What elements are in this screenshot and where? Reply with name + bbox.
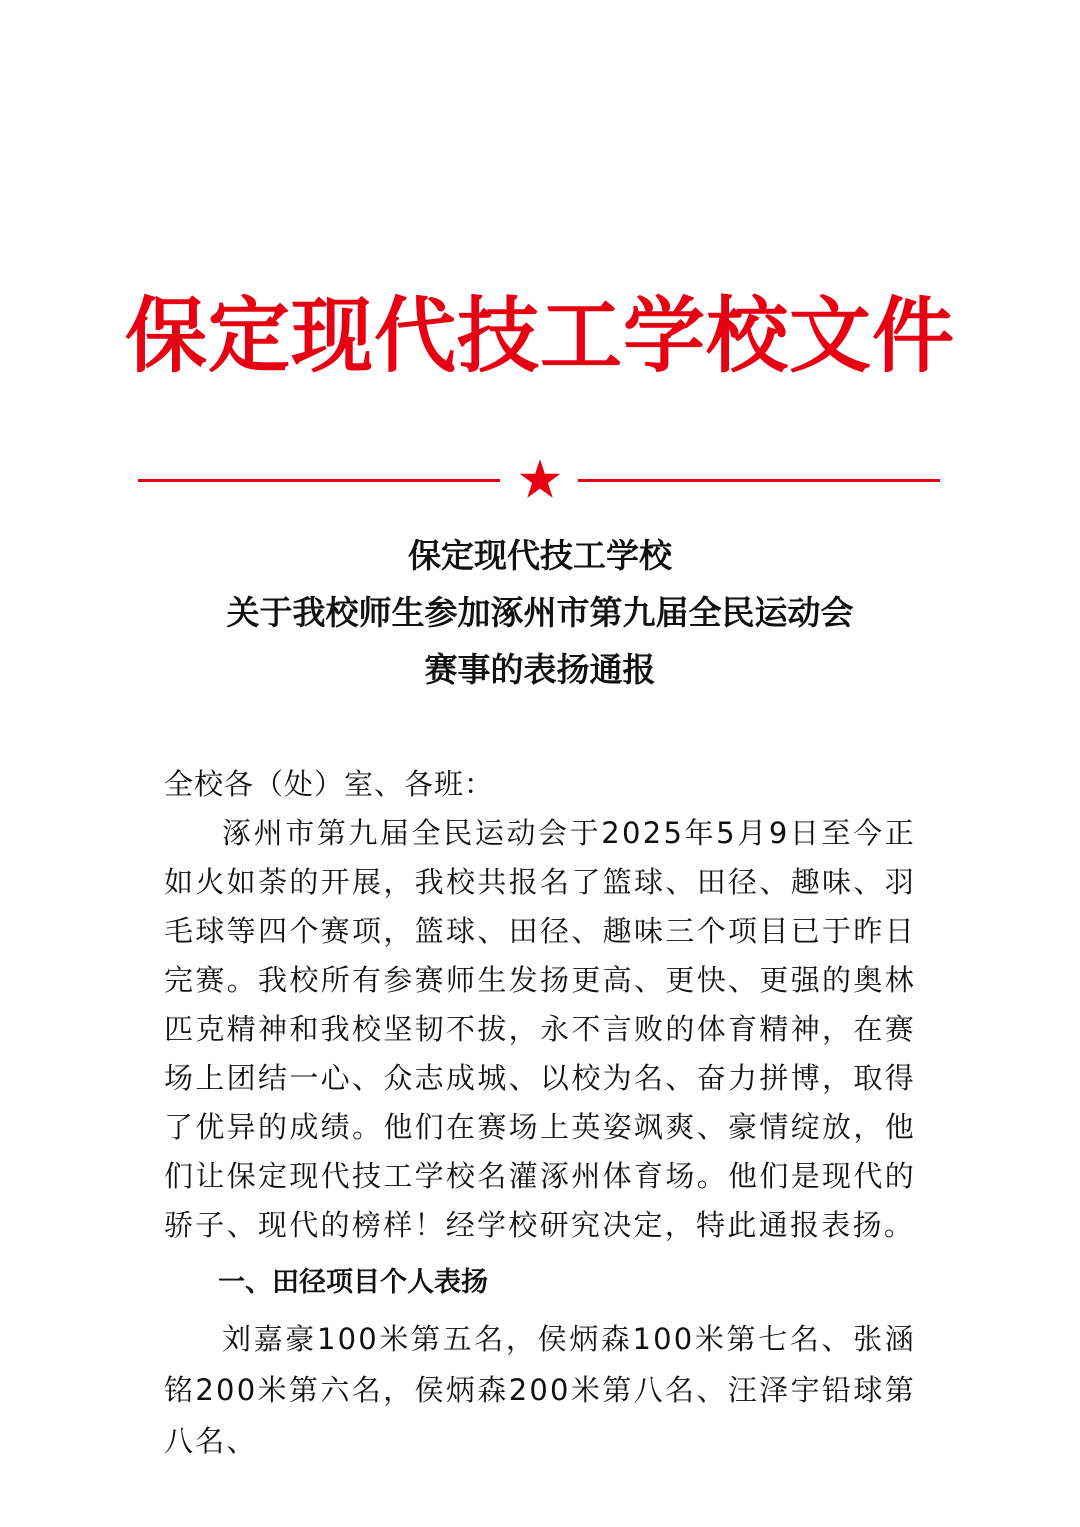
star-icon <box>518 456 562 502</box>
section-heading-1: 一、田径项目个人表扬 <box>218 1267 488 1298</box>
divider-line-left <box>138 479 500 482</box>
document-body <box>164 760 916 1467</box>
section-1-text: 刘嘉豪100米第五名，侯炳森100米第七名、张涵铭200米第六名，侯炳森200米第八名、汪泽宇铅球第八名、 <box>164 1322 916 1458</box>
salutation: 全校各（处）室、各班： <box>164 767 495 801</box>
divider-line-right <box>578 479 940 482</box>
document-title-line-2: 关于我校师生参加涿州市第九届全民运动会 <box>226 593 854 632</box>
header-divider <box>138 456 940 506</box>
document-header-title: 保定现代技工学校文件 <box>124 288 955 384</box>
document-title <box>0 527 1080 698</box>
body-paragraph-1: 涿州市第九届全民运动会于2025年5月9日至今正如火如荼的开展，我校共报名了篮球、田径、趣味、羽毛球等四个赛项，篮球、田径、趣味三个项目已于昨日完赛。我校所有参赛师生发扬更高、更快、更强的奥林匹克精神和我校坚韧不拔，永不言败的体育精神，在赛场上团结一心、众志成城、以校为名、奋力拼博，取得了优异的成绩。他们在赛场上英姿飒爽、豪情绽放，他们让保定现代技工学校名灌涿州体育场。他们是现代的骄子、现代的榜样！经学校研究决定，特此通报表扬。 <box>164 816 916 1242</box>
document-title-line-1: 保定现代技工学校 <box>408 536 672 575</box>
document-title-line-3: 赛事的表扬通报 <box>424 650 656 689</box>
